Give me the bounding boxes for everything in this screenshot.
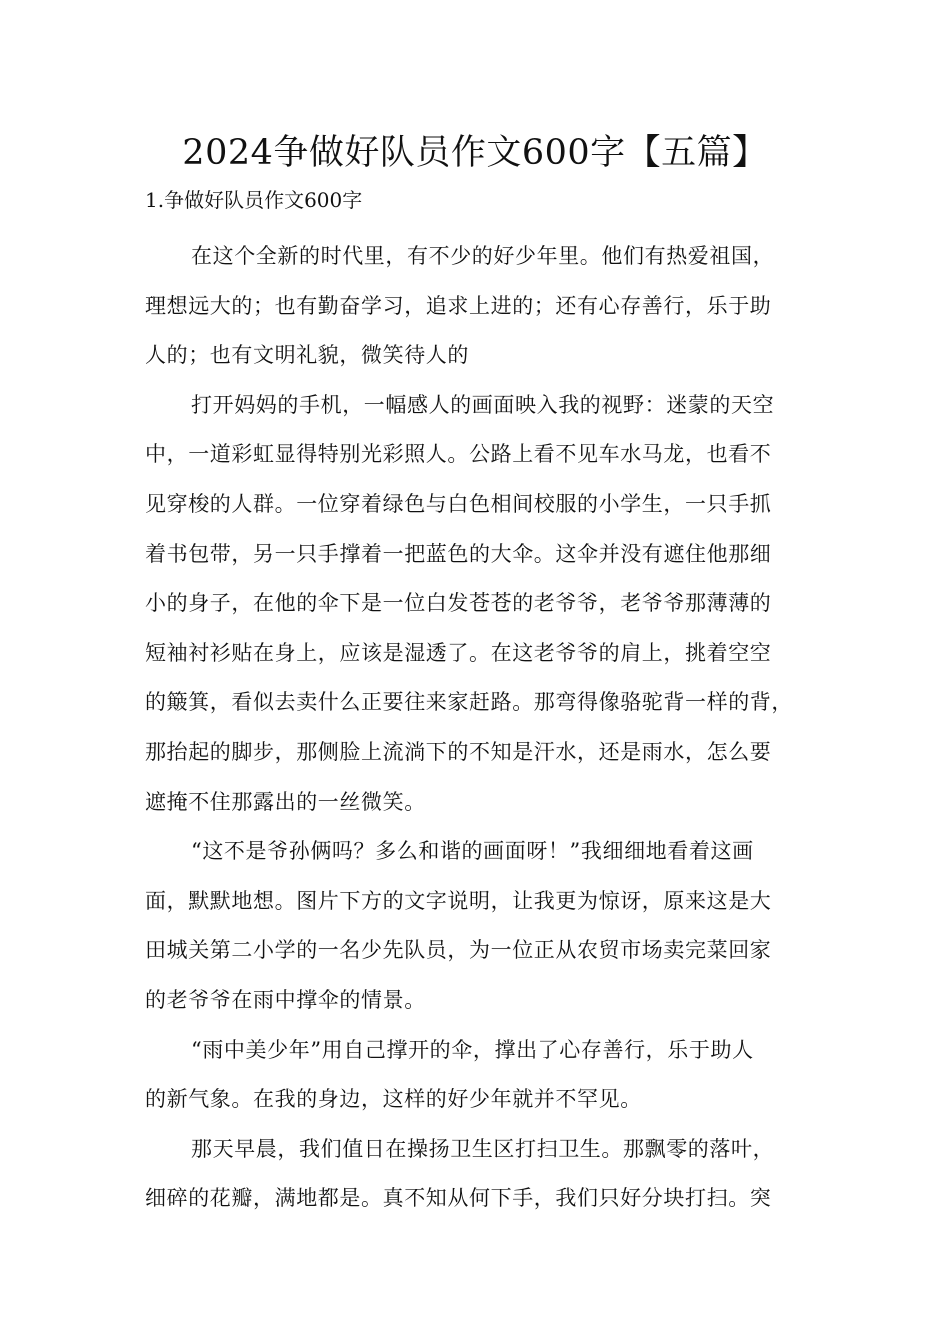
text-line: 面，默默地想。图片下方的文字说明，让我更为惊讶，原来这是大 [145, 888, 772, 913]
text-line: 遮掩不住那露出的一丝微笑。 [145, 789, 426, 814]
body-text [145, 232, 845, 1224]
text-line: 那天早晨，我们值日在操扬卫生区打扫卫生。那飘零的落叶， [191, 1136, 775, 1161]
text-line: 打开妈妈的手机，一幅感人的画面映入我的视野：迷蒙的天空 [191, 392, 775, 417]
text-line: 中，一道彩虹显得特别光彩照人。公路上看不见车水马龙，也看不 [145, 442, 772, 467]
text-line: 的老爷爷在雨中撑伞的情景。 [145, 987, 426, 1012]
text-line: 小的身子，在他的伞下是一位白发苍苍的老爷爷，老爷爷那薄薄的 [145, 591, 772, 616]
document-title: 2024争做好队员作文600字【五篇】 [182, 133, 768, 173]
text-line: 理想远大的；也有勤奋学习，追求上进的；还有心存善行，乐于助 [145, 293, 772, 318]
text-line: 见穿梭的人群。一位穿着绿色与白色相间校服的小学生，一只手抓 [145, 491, 772, 516]
text-line: 细碎的花瓣，满地都是。真不知从何下手，我们只好分块打扫。突 [145, 1186, 772, 1211]
text-line: 的新气象。在我的身边，这样的好少年就并不罕见。 [145, 1087, 642, 1112]
text-line: “这不是爷孙俩吗？多么和谐的画面呀！”我细细地看着这画 [191, 839, 754, 864]
text-line: 在这个全新的时代里，有不少的好少年里。他们有热爱祖国， [191, 244, 775, 268]
text-line: 田城关第二小学的一名少先队员，为一位正从农贸市场卖完菜回家 [145, 938, 772, 963]
text-line: 那抬起的脚步，那侧脸上流淌下的不知是汗水，还是雨水，怎么要 [145, 739, 772, 764]
text-line: 的簸箕，看似去卖什么正要往来家赶路。那弯得像骆驼背一样的背， [145, 690, 793, 715]
text-line: 短袖衬衫贴在身上，应该是湿透了。在这老爷爷的肩上，挑着空空 [145, 640, 772, 665]
text-line: “雨中美少年”用自己撑开的伞，撑出了心存善行，乐于助人 [191, 1037, 754, 1062]
section-heading: 1.争做好队员作文600字 [145, 188, 363, 212]
text-line: 人的；也有文明礼貌，微笑待人的 [145, 343, 469, 368]
text-line: 着书包带，另一只手撑着一把蓝色的大伞。这伞并没有遮住他那细 [145, 541, 772, 566]
